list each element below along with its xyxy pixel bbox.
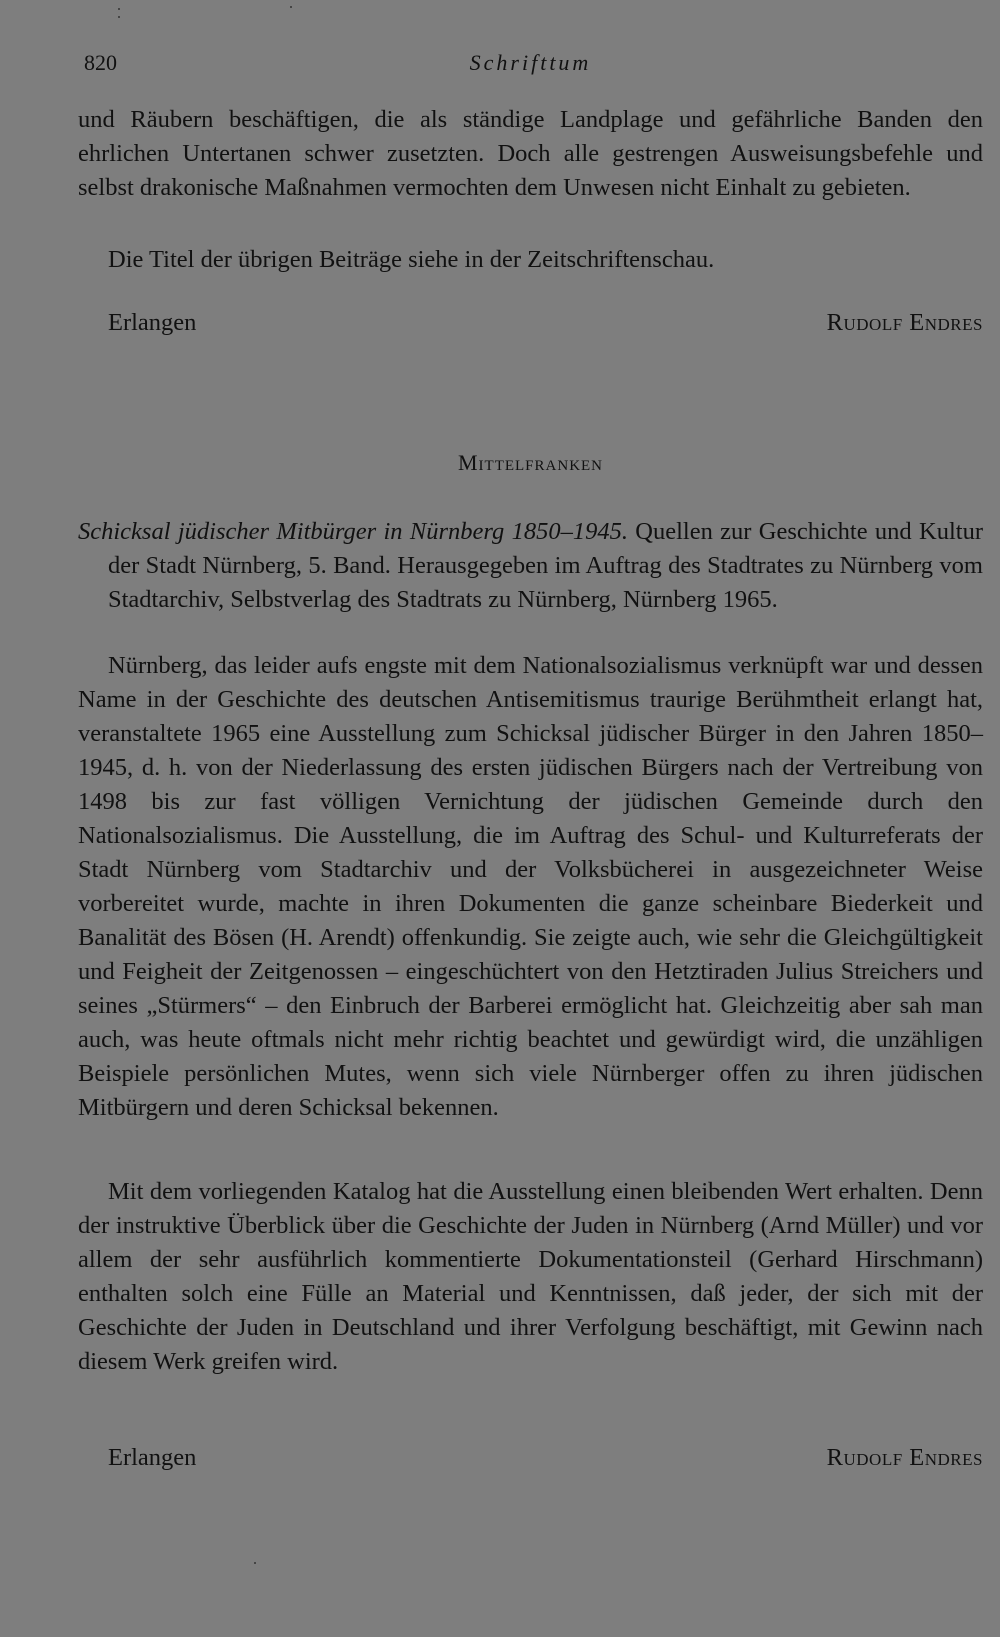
book-citation bbox=[78, 515, 983, 617]
signature-place: Erlangen bbox=[108, 309, 197, 336]
review-paragraph-continued: und Räubern beschäftigen, die als ständige Landplage und gefährliche Banden den ehrlichen Untertanen schwer zusetzten. Doch alle gestrengen Ausweisungsbefehle und selbst drakonische Maßnahmen vermochten dem Unwesen nicht Einhalt zu gebieten. bbox=[78, 106, 983, 201]
page-number: 820 bbox=[84, 50, 117, 75]
review-signature bbox=[78, 309, 983, 343]
page-header bbox=[78, 50, 983, 80]
book-title: Schicksal jüdischer Mitbürger in Nürnberg 1850–1945. bbox=[78, 518, 628, 545]
signature-place: Erlangen bbox=[108, 1444, 197, 1471]
review-paragraph: Mit dem vorliegenden Katalog hat die Ausstellung einen bleibenden Wert erhalten. Denn der instruktive Überblick über die Geschichte der Juden in Nürnberg (Arnd Müller) und vor allem der sehr ausführlich kommentierte Dokumentationsteil (Gerhard Hirschmann) enthalten solch eine Fülle an Material und Kenntnissen, daß jeder, der sich mit der Geschichte der Juden in Deutschland und ihrer Verfolgung beschäftigt, mit Gewinn nach diesem Werk greifen wird. bbox=[78, 1178, 983, 1375]
review-signature bbox=[78, 1444, 983, 1478]
section-heading: Mittelfranken bbox=[457, 450, 604, 475]
book-details: Quellen zur Geschichte und Kultur der Stadt Nürnberg, 5. Band. Herausgegeben im Auftrag des Stadtrates zu Nürnberg vom Stadtarchiv, Selbstverlag des Stadtrats zu Nürnberg, Nürnberg 1965. bbox=[108, 518, 983, 613]
document-page bbox=[78, 0, 983, 1637]
running-head: Schrifttum bbox=[469, 50, 592, 75]
review-paragraph: Nürnberg, das leider aufs engste mit dem Nationalsozialismus verknüpft war und dessen Name in der Geschichte des deutschen Antisemitismus traurige Berühmtheit erlangt hat, veranstaltete 1965 eine Ausstellung zum Schicksal jüdischer Bürger in den Jahren 1850–1945, d. h. von der Niederlassung des ersten jüdischen Bürgers nach der Vertreibung von 1498 bis zur fast völligen Vernichtung der jüdischen Gemeinde durch den Nationalsozialismus. Die Ausstellung, die im Auftrag des Schul- und Kulturreferats der Stadt Nürnberg vom Stadtarchiv und der Volksbücherei in ausgezeichneter Weise vorbereitet wurde, machte in ihren Dokumenten die ganze scheinbare Biederkeit und Banalität des Bösen (H. Arendt) offenkundig. Sie zeigte auch, wie sehr die Gleichgültigkeit und Feigheit der Zeitgenossen – eingeschüchtert von den Hetztiraden Julius Streichers und seines „Stürmers“ – den Einbruch der Barberei ermöglicht hat. Gleichzeitig aber sah man auch, was heute oftmals nicht mehr richtig beachtet und gewürdigt wird, die unzähligen Beispiele persönlichen Mutes, wenn sich viele Nürnberger offen zu ihren jüdischen Mitbürgern und deren Schicksal bekennen. bbox=[78, 652, 983, 1121]
signature-author: Rudolf Endres bbox=[826, 1444, 983, 1471]
signature-author: Rudolf Endres bbox=[826, 309, 983, 336]
review-note: Die Titel der übrigen Beiträge siehe in der Zeitschriftenschau. bbox=[108, 246, 715, 273]
